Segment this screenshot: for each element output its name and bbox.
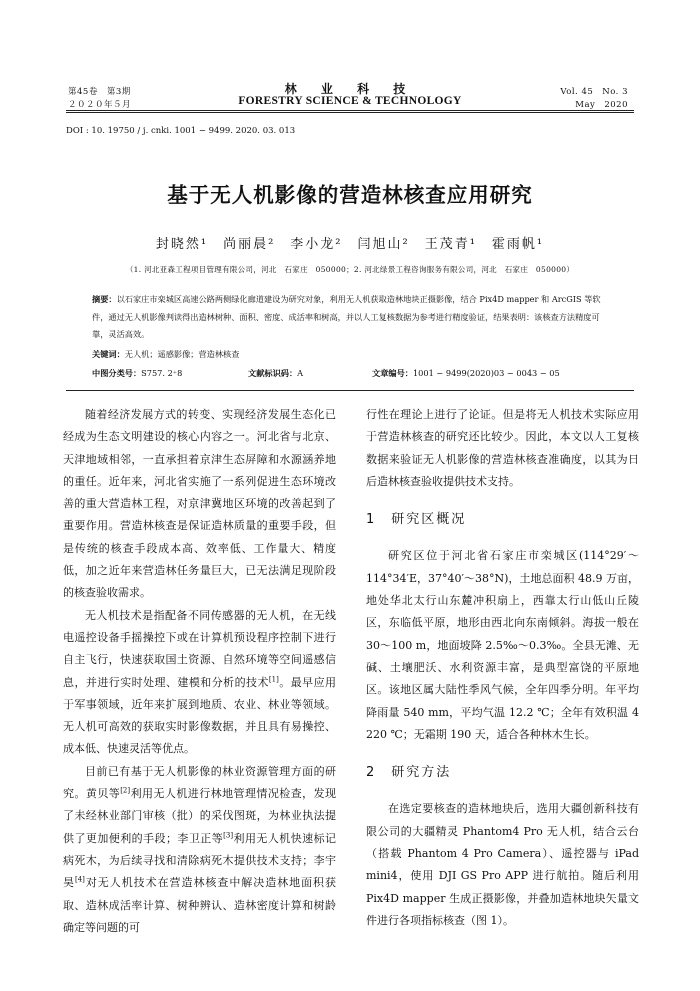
- article-no-label: 文章编号：: [372, 368, 413, 378]
- text-run: 无人机技术是指配备不同传感器的无人机，在无线电遥控设备手摇操控下或在计算机预设程序控制下进行自主飞行，快速获取国土资源、自然环境等空间遥感信息，并进行实时处理、建模和分析的技术: [63, 608, 336, 689]
- citation: [3]: [223, 830, 234, 839]
- doc-code-value: A: [297, 368, 304, 378]
- body-left-column: [63, 404, 336, 939]
- article-number: [372, 368, 560, 379]
- paragraph: 在选定要核查的造林地块后，选用大疆创新科技有限公司的大疆精灵 Phantom4 Pro 无人机，结合云台（搭载 Phantom 4 Pro Camera）、遥控器与 iPad mini4，使用 DJI GS Pro APP 进行航拍。随后利用 Pix4D mapper 生成正摄影像，并叠加造林地块矢量文件进行各项指标核查（图 1）。: [366, 802, 639, 927]
- author-list: 封晓然¹ 尚丽晨² 李小龙² 闫旭山² 王茂青¹ 霍雨帆¹: [155, 237, 545, 252]
- journal-title-en: FORESTRY SCIENCE & TECHNOLOGY: [238, 95, 462, 107]
- volume-issue-en: Vol. 45 No. 3: [560, 87, 628, 97]
- text-run: 利用无人机快速标记病死木，为后续寻找和清除病死木提供技术支持；李宇昊: [63, 831, 337, 890]
- clc-label: 中图分类号：: [92, 368, 142, 378]
- citation: [2]: [120, 786, 131, 795]
- section-heading: 1 研究区概况: [366, 512, 467, 528]
- citation: [1]: [268, 674, 279, 683]
- paragraph: [63, 605, 336, 761]
- header-rule: [66, 110, 634, 111]
- paragraph: [63, 761, 336, 939]
- paper-title: 基于无人机影像的营造林核查应用研究: [167, 183, 533, 207]
- document-code: [248, 368, 303, 379]
- abstract: [92, 291, 612, 344]
- paragraph: 行性在理论上进行了论证。但是将无人机技术实际应用于营造林核查的研究还比较少。因此，本文以人工复核数据来验证无人机影像的营造林核查准确度，以其为日后造林核查验收提供技术支持。: [366, 408, 639, 488]
- abstract-label: 摘要：: [92, 294, 117, 304]
- date-cn: ２０２０年５月: [68, 100, 132, 110]
- text-run: 利用无人机进行林地管理情况检查，发现了未经林业部门审核（批）的采伐图斑，为林业执法提供了更加便利的手段；李卫正等: [63, 787, 337, 845]
- clc-value: S757. 2⁺8: [141, 368, 183, 378]
- abstract-rule: [66, 390, 634, 391]
- abstract-text: 以石家庄市栾城区高速公路两侧绿化廊道建设为研究对象，利用无人机获取造林地块正摄影像，结合 Pix4D mapper 和 ArcGIS 等软件，通过无人机影像判读得出造林树种、面积、密度、成活率和树高，并以人工复核数据为参考进行精度验证，结果表明：该核查方法精度可靠，灵活高效。: [92, 294, 601, 339]
- citation: [4]: [74, 875, 85, 884]
- keywords-text: 无人机；遥感影像；营造林核查: [124, 349, 240, 359]
- keywords: [92, 346, 239, 364]
- doc-code-label: 文献标识码：: [248, 368, 298, 378]
- article-no-value: 1001 − 9499(2020)03 − 0043 − 05: [412, 368, 560, 378]
- paragraph: 研究区位于河北省石家庄市栾城区(114°29′～114°34′E，37°40′～38°N)，土地总面积 48.9 万亩，地处华北太行山东麓冲积扇上，西靠太行山低山丘陵区，东临低平原，地形由西北向东南倾斜。海拔一般在 30～100 m，地面坡降 2.5‰～0.3‰。全县无滩、无碱、土壤肥沃、水利资源丰富，是典型富饶的平原地区。该地区属大陆性季风气候，全年四季分明。年平均降雨量 540 mm，平均气温 12.2 ℃；全年有效积温 4 220 ℃；无霜期 190 天，适合各种林木生长。: [366, 549, 639, 741]
- volume-issue-cn: 第45卷 第3期: [68, 87, 131, 97]
- affiliation: （1. 河北亚森工程项目管理有限公司，河北 石家庄 050000；2. 河北绿景工程咨询服务有限公司，河北 石家庄 050000）: [125, 265, 575, 274]
- section-heading: 2 研究方法: [366, 765, 452, 781]
- date-en: May 2020: [575, 100, 628, 110]
- journal-title-cn: 林 业 科 技: [284, 82, 416, 96]
- doi: DOI : 10. 19750 / j. cnki. 1001 − 9499. 2020. 03. 013: [66, 126, 296, 136]
- text-run: 对无人机技术在营造林核查中解决造林地面积获取、造林成活率计算、树种辨认、造林密度计算和树龄确定等问题的可: [63, 876, 337, 934]
- header-rule-2: [66, 112, 634, 113]
- body-right-column: [366, 404, 639, 932]
- keywords-label: 关键词：: [92, 349, 125, 359]
- paragraph: 随着经济发展方式的转变、实现经济发展生态化已经成为生态文明建设的核心内容之一。河北省与北京、天津地域相邻，一直承担着京津生态屏障和水源涵养地的重任。近年来，河北省实施了一系列促进生态环境改善的重大营造林工程，对京津冀地区环境的改善起到了重要作用。营造林核查是保证造林质量的重要手段，但是传统的核查手段成本高、效率低、工作量大、精度低，加之近年来营造林任务量巨大，已无法满足现阶段的核查验收需求。: [63, 408, 336, 600]
- clc-number: [92, 368, 182, 379]
- text-run: 。最早应用于军事领域，近年来扩展到地质、农业、林业等领域。无人机可高效的获取实时影像数据，并且具有易操控、成本低、快速灵活等优点。: [63, 675, 337, 756]
- text-run: 目前已有基于无人机影像的林业资源管理方面的研究。黄贝等: [63, 764, 336, 801]
